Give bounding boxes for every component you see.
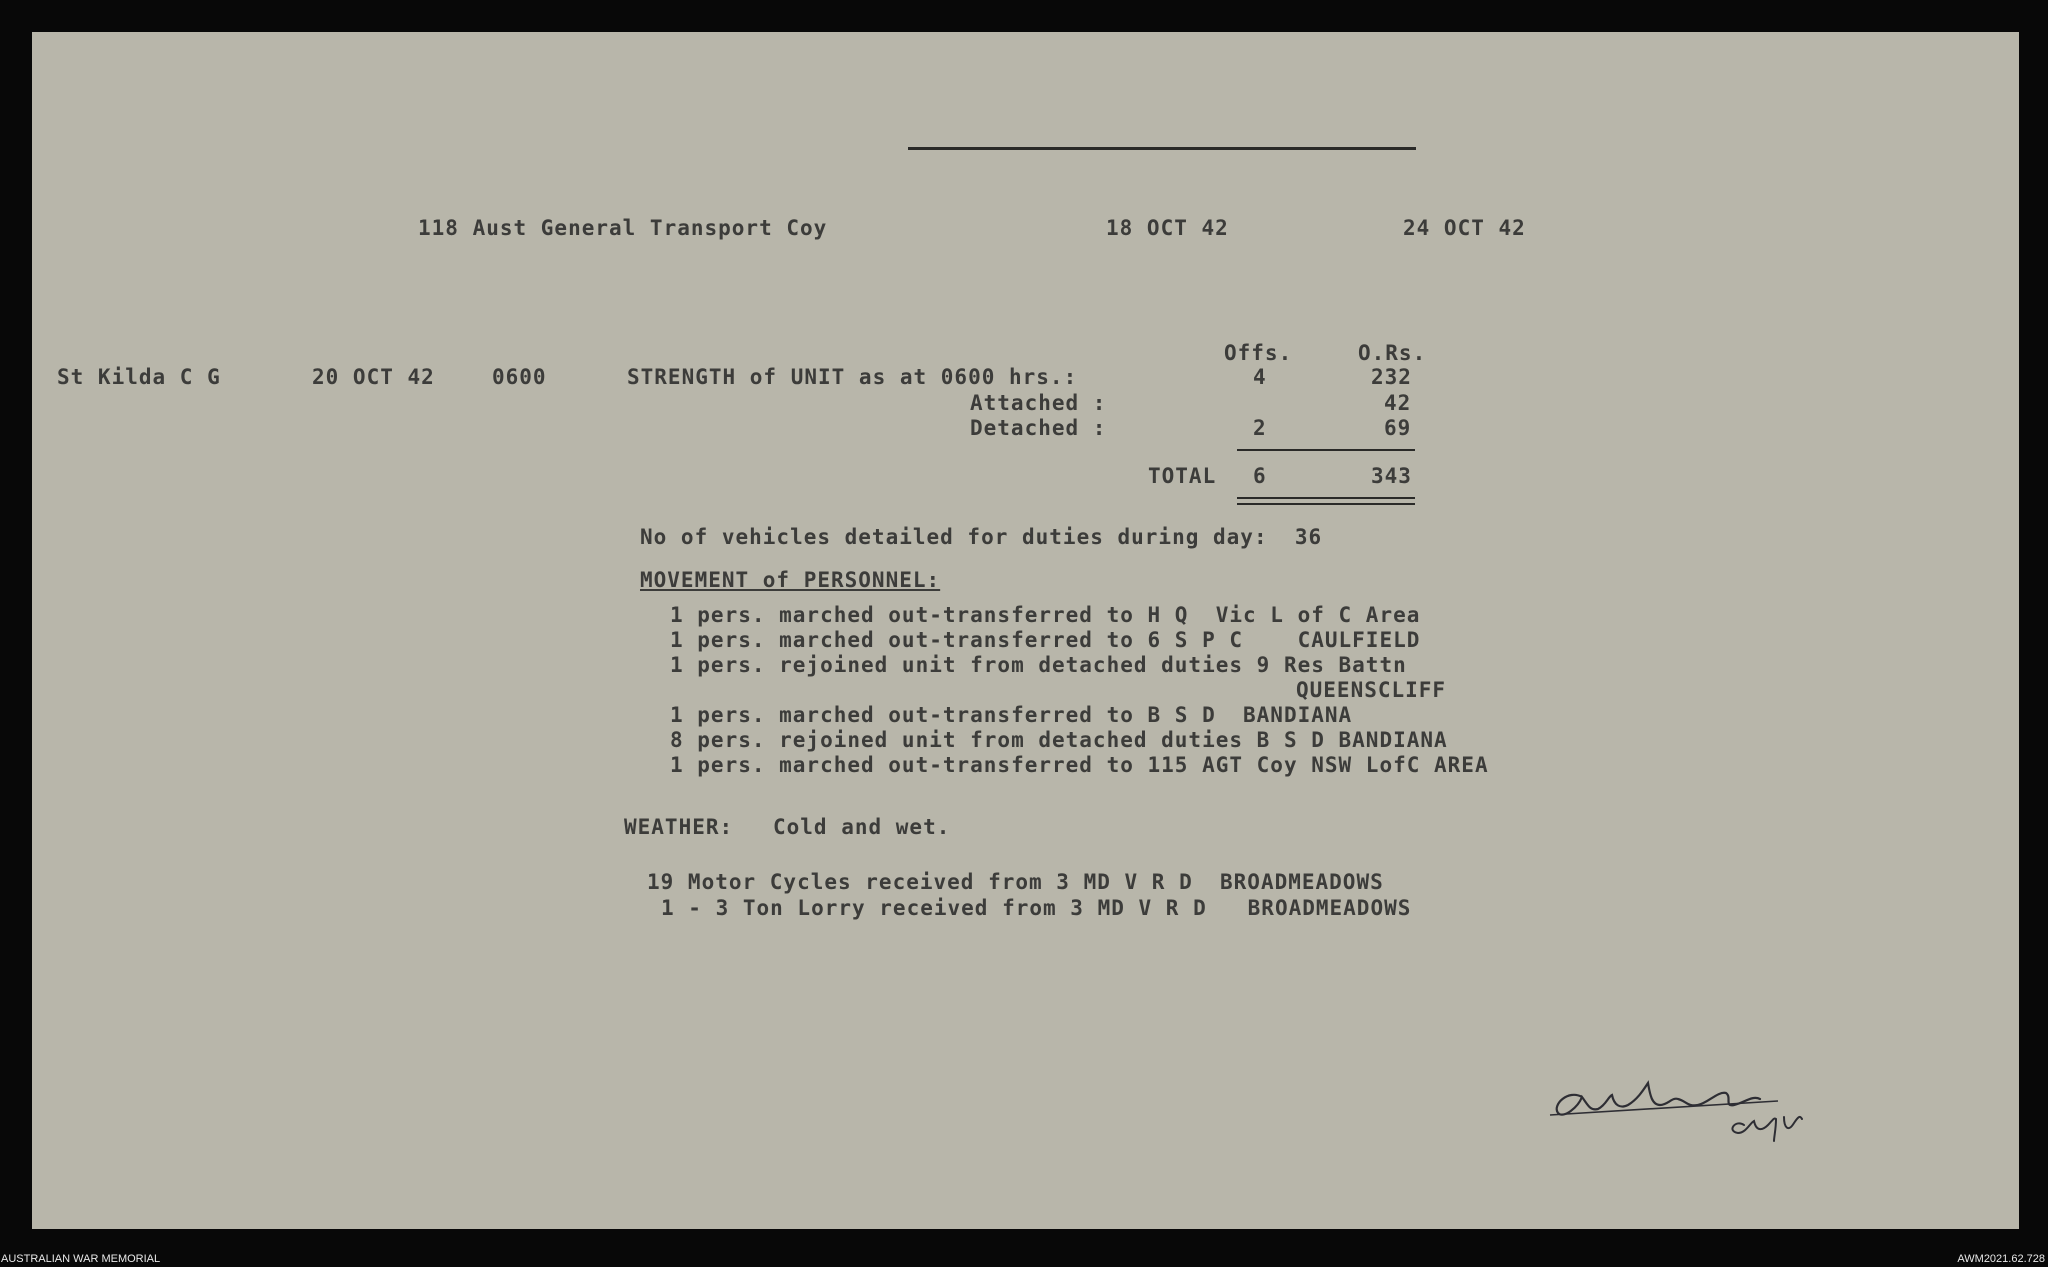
movement-line: 1 pers. marched out-transferred to 6 S P C CAULFIELD bbox=[670, 628, 1421, 652]
signature-drawing bbox=[1548, 1075, 1848, 1145]
total-double-rule-top bbox=[1237, 497, 1415, 499]
strength-offs: 4 bbox=[1253, 365, 1267, 389]
footer-reference: AWM2021.62.728 bbox=[1957, 1253, 2045, 1265]
movement-line: 1 pers. marched out-transferred to H Q Vic L of C Area bbox=[670, 603, 1421, 627]
movement-line: 1 pers. marched out-transferred to 115 AGT Coy NSW LofC AREA bbox=[670, 753, 1489, 777]
total-label: TOTAL bbox=[1148, 464, 1217, 488]
entry-time: 0600 bbox=[492, 365, 547, 389]
attached-label: Attached : bbox=[970, 391, 1107, 415]
movement-line: 1 pers. marched out-transferred to B S D BANDIANA bbox=[670, 703, 1353, 727]
col-ors-header: O.Rs. bbox=[1358, 341, 1427, 365]
date-to: 24 OCT 42 bbox=[1403, 216, 1526, 240]
footer-archive-name: AUSTRALIAN WAR MEMORIAL bbox=[1, 1253, 161, 1265]
movement-line: 8 pers. rejoined unit from detached duties B S D BANDIANA bbox=[670, 728, 1448, 752]
strength-label: STRENGTH of UNIT as at 0600 hrs.: bbox=[627, 365, 1078, 389]
total-ors: 343 bbox=[1371, 464, 1412, 488]
total-double-rule-bottom bbox=[1237, 503, 1415, 505]
strength-ors: 232 bbox=[1371, 365, 1412, 389]
total-offs: 6 bbox=[1253, 464, 1267, 488]
date-from: 18 OCT 42 bbox=[1106, 216, 1229, 240]
unit-name: 118 Aust General Transport Coy bbox=[418, 216, 828, 240]
weather-label: WEATHER: bbox=[624, 815, 734, 839]
col-offs-header: Offs. bbox=[1224, 341, 1293, 365]
entry-place: St Kilda C G bbox=[57, 365, 221, 389]
detached-ors: 69 bbox=[1384, 416, 1412, 440]
movement-line: 1 pers. rejoined unit from detached duties 9 Res Battn bbox=[670, 653, 1407, 677]
entry-date: 20 OCT 42 bbox=[312, 365, 435, 389]
movement-line-continuation: QUEENSCLIFF bbox=[1296, 678, 1447, 702]
receipt-line: 1 - 3 Ton Lorry received from 3 MD V R D BROADMEADOWS bbox=[661, 896, 1412, 920]
receipt-line: 19 Motor Cycles received from 3 MD V R D BROADMEADOWS bbox=[647, 870, 1384, 894]
header-rule bbox=[908, 147, 1416, 150]
subtotal-rule bbox=[1237, 449, 1415, 451]
movement-heading: MOVEMENT of PERSONNEL: bbox=[640, 568, 941, 592]
detached-label: Detached : bbox=[970, 416, 1107, 440]
signature bbox=[1548, 1075, 1848, 1149]
weather-text: Cold and wet. bbox=[773, 815, 951, 839]
detached-offs: 2 bbox=[1253, 416, 1267, 440]
attached-ors: 42 bbox=[1384, 391, 1412, 415]
vehicles-line: No of vehicles detailed for duties during day: 36 bbox=[640, 525, 1323, 549]
